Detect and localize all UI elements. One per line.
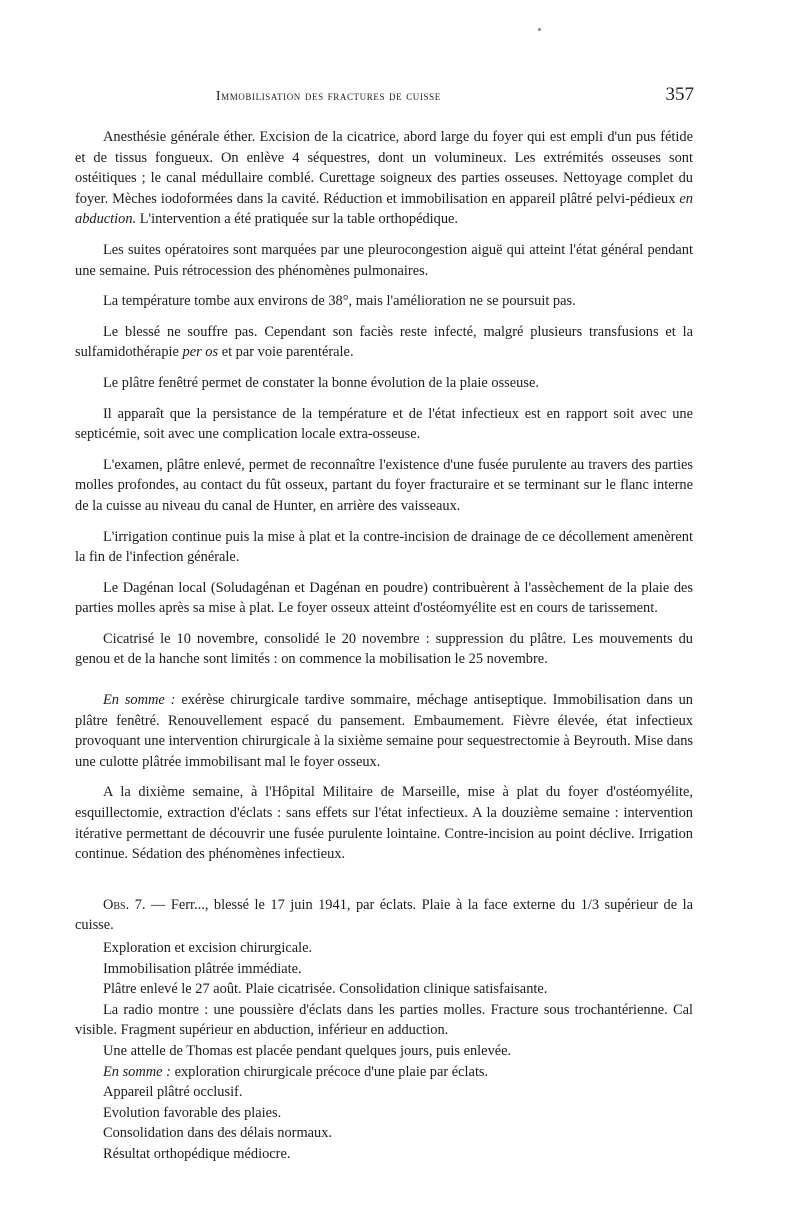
running-title: Immobilisation des fractures de cuisse — [216, 88, 441, 103]
paragraph-text: et par voie parentérale. — [221, 344, 354, 361]
summary-label: En somme : — [103, 692, 176, 709]
print-speck — [538, 28, 541, 31]
observation-line: Une attelle de Thomas est placée pendant quelques jours, puis enlevée. — [103, 1042, 512, 1059]
conclusion-line: Résultat orthopédique médiocre. — [103, 1145, 291, 1162]
paragraph: L'irrigation continue puis la mise à plat et la contre-incision de drainage de ce décollement amenèrent la fin de l'infection générale. — [75, 528, 693, 566]
summary-text: exploration chirurgicale précoce d'une plaie par éclats. — [174, 1063, 489, 1080]
summary-paragraph — [75, 690, 693, 772]
paragraph: L'examen, plâtre enlevé, permet de reconnaître l'existence d'une fusée purulente au travers des parties molles profondes, au contact du fût osseux, partant du foyer fracturaire et se terminant sur le flanc interne de la cuisse au niveau du canal de Hunter, en arrière des vaisseaux. — [75, 456, 693, 514]
paragraph-text: exérèse chirurgicale tardive sommaire, méchage antiseptique. Immobilisation dans un plâtre fenêtré. Renouvellement espacé du pansement. Embaumement. Fièvre élevée, état infectieux provoquant une intervention chirurgicale à la sixième semaine pour sequestrectomie à Beyrouth. Mise dans une culotte plâtrée immobilisant mal le foyer osseux. — [75, 692, 693, 770]
observation-line: Exploration et excision chirurgicale. — [103, 940, 313, 956]
paragraph-text: Anesthésie générale éther. Excision de la cicatrice, abord large du foyer qui est empli d'un pus fétide et de tissus fongueux. On enlève 4 séquestres, dont un volumineux. Les extrémités osseuses sont ostéitiques ; le canal médullaire comblé. Curettage soigneux des parties osseuses. Nettoyage complet du foyer. Mèches iodoformées dans la cavité. Réduction et immobilisation en appareil plâtré pelvi-pédieux — [75, 129, 693, 207]
summary-label: En somme : — [103, 1063, 171, 1080]
conclusion-line: Evolution favorable des plaies. — [103, 1104, 282, 1121]
paragraph-text: Le blessé ne souffre pas. Cependant son faciès reste infecté, malgré plusieurs transfusions et la sulfamidothérapie — [75, 323, 693, 361]
observation-text: — Ferr..., blessé le 17 juin 1941, par éclats. Plaie à la face externe du 1/3 supérieur de la cuisse. — [75, 896, 694, 934]
observation-lines — [75, 938, 693, 1165]
paragraph: Le plâtre fenêtré permet de constater la bonne évolution de la plaie osseuse. — [103, 374, 539, 391]
italic-phrase: en abduction. — [75, 190, 693, 228]
paragraph — [75, 127, 693, 230]
paragraph-text: L'intervention a été pratiquée sur la table orthopédique. — [139, 211, 459, 228]
conclusion-line: Appareil plâtré occlusif. — [103, 1084, 243, 1101]
observation-line: La radio montre : une poussière d'éclats dans les parties molles. Fracture sous trochantérienne. Cal visible. Fragment supérieur en abduction, inférieur en adduction. — [75, 1001, 693, 1039]
paragraph: La température tombe aux environs de 38°, mais l'amélioration ne se poursuit pas. — [103, 293, 576, 310]
running-header — [102, 86, 694, 112]
paragraph: Il apparaît que la persistance de la température et de l'état infectieux est en rapport soit avec une septicémie, soit avec une complication locale extra-osseuse. — [75, 405, 693, 443]
body-text — [75, 127, 693, 1165]
observation-label: Obs. 7. — [103, 896, 146, 913]
paragraph: A la dixième semaine, à l'Hôpital Militaire de Marseille, mise à plat du foyer d'ostéomyélite, esquillectomie, extraction d'éclats : sans effets sur l'état infectieux. A la douzième semaine : intervention itérative permettant de découvrir une fusée purulente lointaine. Contre-incision au point déclive. Irrigation continue. Sédation des phénomènes infectieux. — [75, 784, 693, 863]
observation-line: Plâtre enlevé le 27 août. Plaie cicatrisée. Consolidation clinique satisfaisante. — [103, 981, 548, 998]
observation-line: Immobilisation plâtrée immédiate. — [103, 960, 302, 977]
paragraph: Les suites opératoires sont marquées par une pleurocongestion aiguë qui atteint l'état général pendant une semaine. Puis rétrocession des phénomènes pulmonaires. — [75, 241, 693, 279]
page-number: 357 — [665, 84, 694, 105]
paragraph: Le Dagénan local (Soludagénan et Dagénan en poudre) contribuèrent à l'assèchement de la plaie des parties molles après sa mise à plat. Le foyer osseux atteint d'ostéomyélite est en cours de tarissement. — [75, 579, 693, 617]
paragraph — [75, 322, 693, 363]
paragraph: Cicatrisé le 10 novembre, consolidé le 20 novembre : suppression du plâtre. Les mouvements du genou et de la hanche sont limités : on commence la mobilisation le 25 novembre. — [75, 630, 693, 668]
observation-heading — [75, 895, 693, 936]
italic-phrase: per os — [182, 344, 219, 361]
conclusion-line: Consolidation dans des délais normaux. — [103, 1125, 333, 1142]
summary-line — [75, 1062, 693, 1083]
